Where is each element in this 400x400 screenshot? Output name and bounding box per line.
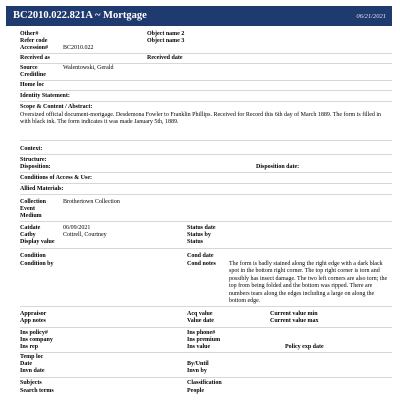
accession-value: BC2010.022 [63,45,94,51]
temp-loc-label: Temp loc [20,354,44,360]
other-number-label: Other# [20,31,39,37]
current-value-min-label: Current value min [270,311,318,317]
disposition-label: Disposition: [20,164,51,170]
identity-statement-label: Identity Statement: [20,93,70,99]
by-until-label: By/Until [187,361,209,367]
value-date-label: Value date [187,318,214,324]
divider [20,80,392,81]
cond-notes-label: Cond notes [187,261,216,267]
source-value: Walentowski, Gerald [63,65,114,71]
received-date-label: Received date [147,55,183,61]
divider [20,140,392,141]
conditions-access-label: Conditions of Access & Use: [20,175,92,181]
invn-by-label: Invn by [187,368,207,374]
print-date: 06/21/2021 [356,13,386,20]
status-label: Status [187,239,204,245]
invn-date-label: Invn date [20,368,45,374]
catby-label: Catby [20,232,36,238]
ins-company-label: Ins company [20,337,53,343]
title-banner [6,6,392,26]
refer-code-label: Refer code [20,38,48,44]
cond-notes-text: The form is badly stained along the right edge with a dark black spot in the bottom right corner. The top right corner is torn and possibly has insect damage. The two left corners are also torn; the top from being folded and the bottom was ripped. There are numbers tears along the edges including a large on along the bottom edge. [229,261,388,305]
condition-label: Condition [20,253,46,259]
current-value-max-label: Current value max [270,318,319,324]
divider [20,221,392,222]
divider [20,377,392,378]
scope-content-label: Scope & Content / Abstract: [20,104,93,110]
cond-date-label: Cond date [187,253,214,259]
structure-label: Structure: [20,157,47,163]
divider [20,101,392,102]
divider [20,172,392,173]
disposition-date-label: Disposition date: [256,164,300,170]
divider [20,352,392,353]
collection-value: Brothertown Collection [63,199,120,205]
divider [20,63,392,64]
ins-rep-label: Ins rep [20,344,39,350]
divider [20,306,392,307]
display-value-label: Display value [20,239,55,245]
ins-premium-label: Ins premium [187,337,221,343]
divider [20,53,392,54]
appraisor-label: Appraisor [20,311,47,317]
catdate-value: 06/09/2021 [63,225,91,231]
received-as-label: Received as [20,55,50,61]
search-terms-label: Search terms [20,388,54,394]
context-label: Context: [20,146,43,152]
condition-by-label: Condition by [20,261,54,267]
catby-value: Cottrell, Courtney [63,232,107,238]
acq-value-label: Acq value [187,311,213,317]
app-notes-label: App notes [20,318,46,324]
ins-phone-label: Ins phone# [187,330,216,336]
home-loc-label: Home loc [20,82,45,88]
scope-content-text: Oversized official document-mortgage. Desdemona Fowler to Franklin Phillips. Received for Record this 6th day of March 1889. The form is filled in with black ink. The form indicates it was made January 5th, 1889. [20,112,382,126]
record-title: BC2010.022.821A ~ Mortgage [13,10,147,21]
medium-label: Medium [20,213,42,219]
date-label: Date [20,361,32,367]
divider [20,90,392,91]
event-label: Event [20,206,35,212]
source-label: Source [20,65,38,71]
subjects-label: Subjects [20,380,42,386]
creditline-label: Creditline [20,72,46,78]
ins-value-label: Ins value [187,344,211,350]
divider [20,154,392,155]
allied-materials-label: Allied Materials: [20,186,64,192]
object-name-2-label: Object name 2 [147,31,185,37]
classification-label: Classification [187,380,222,386]
people-label: People [187,388,204,394]
ins-policy-label: Ins policy# [20,330,48,336]
status-by-label: Status by [187,232,211,238]
status-date-label: Status date [187,225,216,231]
divider [20,248,392,249]
object-name-3-label: Object name 3 [147,38,185,44]
divider [20,194,392,195]
accession-label: Accession# [20,45,48,51]
policy-exp-date-label: Policy exp date [285,344,324,350]
divider [20,183,392,184]
divider [20,327,392,328]
collection-label: Collection [20,199,46,205]
catdate-label: Catdate [20,225,41,231]
